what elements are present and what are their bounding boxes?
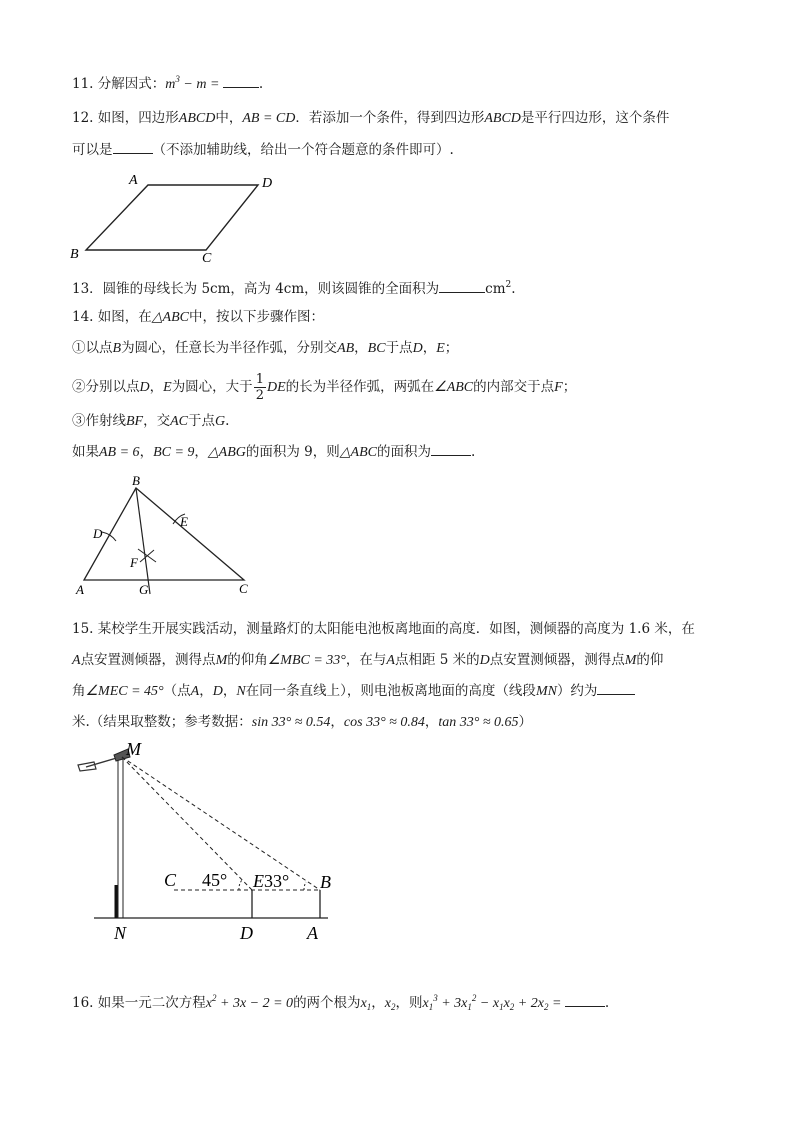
question-14-intro: 14. 如图，在△ABC中，按以下步骤作图： — [72, 309, 324, 325]
svg-text:M: M — [126, 739, 141, 759]
svg-text:A: A — [307, 923, 318, 943]
question-14-condition: 如果AB = 6，BC = 9，△ABG的面积为 9，则△ABC的面积为 . — [72, 444, 476, 460]
sight-line-ME — [122, 757, 252, 890]
parallelogram-figure — [64, 170, 294, 265]
label-C: C — [202, 251, 212, 266]
fraction-one-half: $\frac{1}{2}$ — [255, 372, 264, 403]
label-B: B — [70, 247, 79, 262]
triangle-figure — [74, 473, 264, 601]
svg-text:33°: 33° — [264, 871, 290, 891]
question-12-line-2: 可以是 （不添加辅助线，给出一个符合题意的条件即可）. — [72, 142, 454, 158]
answer-blank-13[interactable] — [439, 280, 485, 293]
question-14-step-3: ③作射线BF，交AC于点G. — [72, 413, 230, 429]
svg-text:N: N — [114, 923, 127, 943]
svg-text:B: B — [320, 872, 331, 892]
question-11: 11. 分解因式：$m^3 - m$ = . — [72, 74, 264, 92]
q11-number: 11. — [72, 76, 94, 92]
answer-blank-15[interactable] — [597, 682, 635, 695]
svg-text:C: C — [164, 870, 177, 890]
svg-text:C: C — [239, 581, 248, 596]
question-15-line-3: 角∠MEC = 45°（点A，D，N在同一条直线上），则电池板离地面的高度（线段MN）约为 — [72, 682, 635, 701]
parallelogram-shape — [86, 185, 258, 250]
svg-text:F: F — [130, 555, 138, 570]
svg-text:E: E — [180, 514, 188, 529]
question-16: 16. 如果一元二次方程$x^2 + 3x - 2 = 0$的两个根为$x_1$，$x_2$，则$x_1^3 + 3x_1^2 - x_1x_2 + 2x_2$ = . — [72, 993, 610, 1012]
answer-blank-14[interactable] — [431, 443, 471, 456]
svg-text:45°: 45° — [202, 870, 228, 890]
q11-text: 分解因式： — [97, 76, 166, 92]
svg-text:D: D — [240, 923, 253, 943]
question-12-line-1: 12. 如图，四边形ABCD中，AB = CD．若添加一个条件，得到四边形ABCD是平行四边形，这个条件 — [72, 110, 670, 126]
question-14-step-1: ①以点B为圆心，任意长为半径作弧，分别交AB，BC于点D，E； — [72, 340, 459, 356]
svg-text:A: A — [76, 582, 84, 597]
q16-expression: $x_1^3 + 3x_1^2 - x_1x_2 + 2x_2$ = — [422, 993, 565, 1012]
question-15-line-4: 米.（结果取整数；参考数据：sin 33° ≈ 0.54，cos 33° ≈ 0.84，tan 33° ≈ 0.65） — [72, 714, 533, 730]
question-15-line-2: A点安置测倾器，测得点M的仰角∠MBC = 33°，在与A点相距 5 米的D点安置测倾器，测得点M的仰 — [72, 652, 664, 668]
angle-arc-33 — [304, 882, 306, 890]
svg-text:D: D — [93, 526, 103, 541]
svg-text:E: E — [253, 871, 264, 891]
svg-text:B: B — [132, 473, 140, 488]
q16-equation: $x^2 + 3x - 2 = 0$ — [205, 993, 294, 1011]
angle-arc-45 — [239, 880, 242, 890]
answer-blank-16[interactable] — [565, 994, 605, 1007]
q11-expression: $m^3 - m$ = — [165, 74, 223, 92]
ray-BF — [136, 488, 150, 594]
lamp-pole — [118, 759, 123, 918]
answer-blank-12[interactable] — [113, 141, 153, 154]
question-15-line-1: 15. 某校学生开展实践活动，测量路灯的太阳能电池板离地面的高度．如图，测倾器的高度为 1.6 米，在 — [72, 621, 695, 637]
streetlight-figure — [76, 735, 346, 945]
label-D: D — [262, 176, 273, 191]
question-13: 13．圆锥的母线长为 5cm，高为 4cm，则该圆锥的全面积为 $cm^2$. — [72, 280, 516, 297]
label-A: A — [129, 173, 138, 188]
question-14-step-2: ②分别以点D，E为圆心，大于 $\frac{1}{2}$ DE的长为半径作弧，两弧在∠ABC的内部交于点F； — [72, 372, 577, 403]
svg-text:G: G — [139, 582, 149, 597]
answer-blank-11[interactable] — [223, 75, 259, 88]
